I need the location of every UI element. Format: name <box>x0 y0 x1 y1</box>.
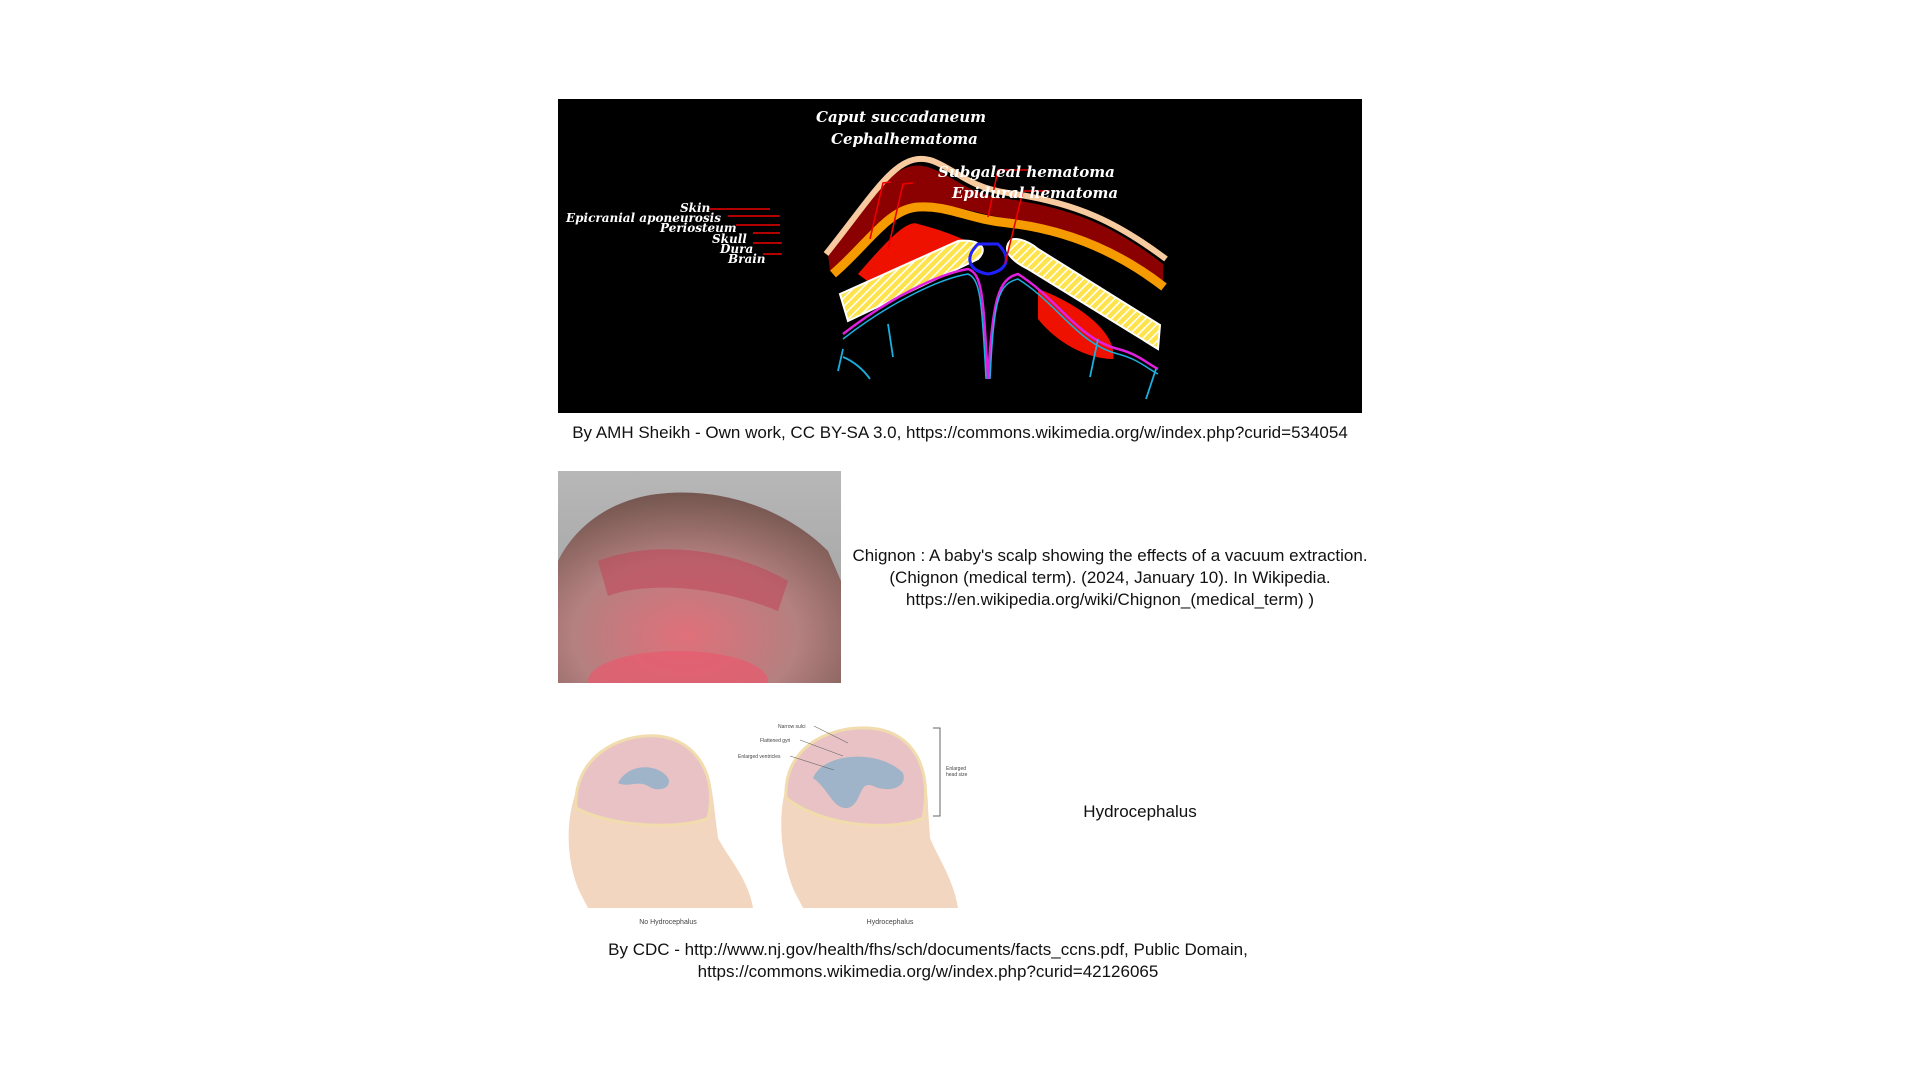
scalp-hematoma-diagram <box>558 99 1362 413</box>
chignon-photo <box>558 471 841 683</box>
label-no-hydrocephalus: No Hydrocephalus <box>639 919 697 926</box>
chignon-caption: Chignon : A baby's scalp showing the effects of a vacuum extraction. (Chignon (medical term). (2024, January 10). In Wikipedia. https://en.wikipedia.org/wiki/Chignon_(medical_term) ) <box>852 546 1368 609</box>
label-dura: Dura <box>720 242 754 256</box>
label-flattened-gyri: Flattened gyri <box>760 738 791 744</box>
label-caput: Caput succadaneum <box>816 108 986 126</box>
label-enlarged-head: Enlarged <box>946 766 967 772</box>
figure3-caption-line2: https://commons.wikimedia.org/w/index.php?curid=42126065 <box>697 962 1159 981</box>
figure3-caption <box>560 939 1296 983</box>
label-skin: Skin <box>680 201 711 215</box>
label-narrow-sulci: Narrow sulci <box>778 724 806 730</box>
label-epicranial-aponeurosis: Epicranial aponeurosis <box>566 211 721 225</box>
label-periosteum: Periosteum <box>660 221 737 235</box>
label-skull: Skull <box>712 232 747 246</box>
hydrocephalus-side-label: Hydrocephalus <box>1083 802 1197 821</box>
label-subgaleal-hematoma: Subgaleal hematoma <box>938 163 1115 181</box>
figure1-caption: By AMH Sheikh - Own work, CC BY-SA 3.0, https://commons.wikimedia.org/w/index.php?curid=534054 <box>572 423 1348 442</box>
figure3-caption-line1: By CDC - http://www.nj.gov/health/fhs/sch/documents/facts_ccns.pdf, Public Domain, <box>608 940 1248 959</box>
label-epidural-hematoma: Epidural hematoma <box>952 184 1119 202</box>
label-hydrocephalus: Hydrocephalus <box>866 919 914 926</box>
label-head-size: head size <box>946 772 968 778</box>
hydrocephalus-illustration <box>558 718 980 932</box>
label-cephalhematoma: Cephalhematoma <box>831 130 978 148</box>
label-brain: Brain <box>728 252 766 266</box>
label-enlarged-ventricles: Enlarged ventricles <box>738 754 781 760</box>
